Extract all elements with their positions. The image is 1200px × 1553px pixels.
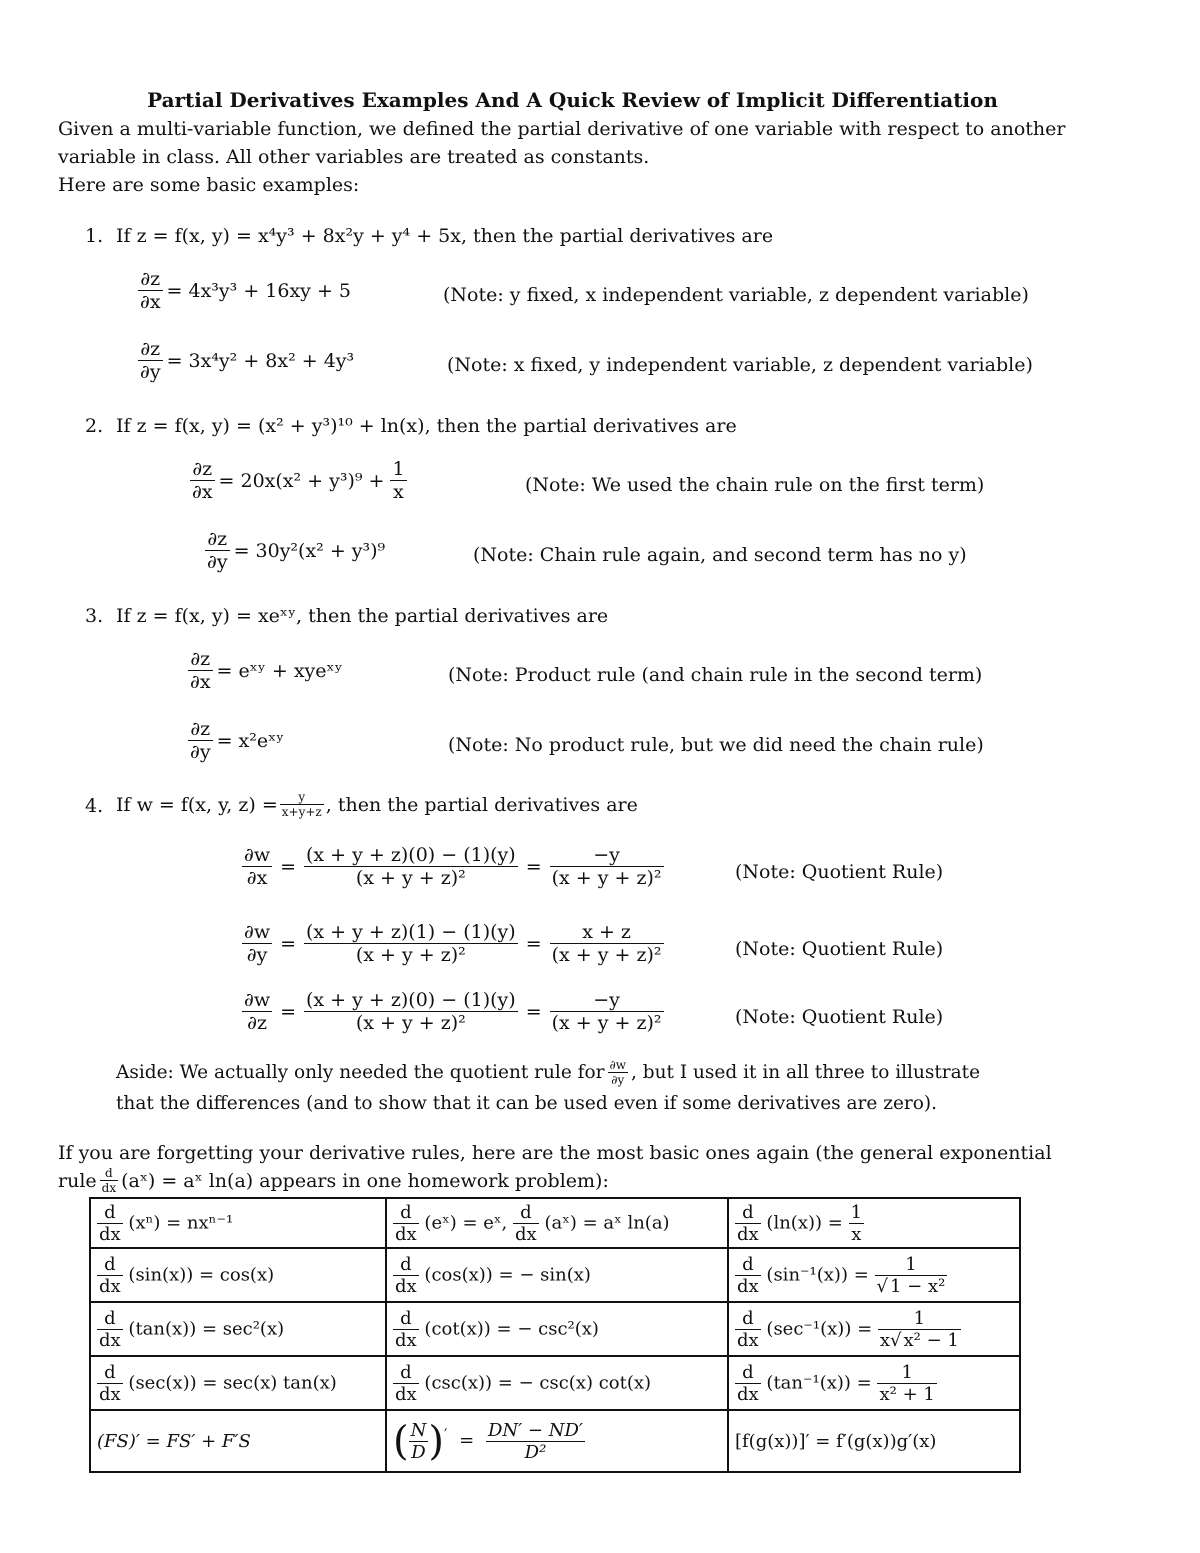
rule-arcsin: $\frac{d}{dx}$ (sin⁻¹(x)) = $\frac{1}{\text{√ 1 − x²}}$ — [728, 1248, 1020, 1302]
page-title: Partial Derivatives Examples And A Quick Review of Implicit Differentiation — [147, 88, 998, 112]
example-3-statement: If z = f(x, y) = xeˣʸ, then the partial derivatives are — [116, 605, 609, 627]
example-1-note-2: (Note: x fixed, y independent variable, z dependent variable) — [447, 354, 1033, 376]
derivative-rules-table — [89, 1197, 1021, 1473]
example-4-number: 4. — [85, 795, 104, 817]
rule-sec: $\frac{d}{dx}$ (sec(x)) = sec(x) tan(x) — [90, 1356, 386, 1410]
table-row — [90, 1410, 1020, 1472]
aside-line-1: Aside: We actually only needed the quotient rule for $\frac{\partial w}{\partial y}$ , but I used it in all three to illustrate — [116, 1058, 981, 1087]
example-4-row-2: $\frac{\partial w}{\partial y}$ = $\frac{(x + y + z)(1) - (1)(y)}{\text{(x + y + z)²}}$ = $\frac{x + z}{\text{(x + y + z)²}}$ — [244, 921, 662, 966]
example-3-number: 3. — [85, 605, 104, 627]
intro-line-3: Here are some basic examples: — [58, 174, 360, 196]
intro-line-1: Given a multi-variable function, we defined the partial derivative of one variable with respect to another — [58, 118, 1066, 140]
rule-arctan: $\frac{d}{dx}$ (tan⁻¹(x)) = $\frac{1}{\text{x² + 1}}$ — [728, 1356, 1020, 1410]
example-2-note-2: (Note: Chain rule again, and second term has no y) — [473, 544, 967, 566]
example-1-number: 1. — [85, 225, 104, 247]
aside-line-2: that the differences (and to show that it can be used even if some derivatives are zero). — [116, 1093, 938, 1114]
example-1-note-1: (Note: y fixed, x independent variable, z dependent variable) — [443, 284, 1029, 306]
example-2-number: 2. — [85, 415, 104, 437]
example-2-eq-2: $\frac{\partial z}{\partial y}$ = 30y²(x² + y³)⁹ — [207, 528, 386, 573]
example-4-row-3: $\frac{\partial w}{\partial z}$ = $\frac{(x + y + z)(0) - (1)(y)}{\text{(x + y + z)²}}$ = $\frac{-y}{\text{(x + y + z)²}}$ — [244, 989, 662, 1034]
table-row — [90, 1302, 1020, 1356]
example-3-note-2: (Note: No product rule, but we did need the chain rule) — [448, 734, 984, 756]
example-4-note-3: (Note: Quotient Rule) — [735, 1006, 944, 1028]
example-4-row-1: $\frac{\partial w}{\partial x}$ = $\frac{(x + y + z)(0) - (1)(y)}{\text{(x + y + z)²}}$ = $\frac{-y}{\text{(x + y + z)²}}$ — [244, 844, 662, 889]
rule-chain: [f(g(x))]′ = f′(g(x))g′(x) — [728, 1410, 1020, 1472]
rule-exponential: $\frac{d}{dx}$ (eˣ) = eˣ, $\frac{d}{dx}$ (aˣ) = aˣ ln(a) — [386, 1198, 728, 1248]
example-3-eq-1: $\frac{\partial z}{\partial x}$ = eˣʸ + xyeˣʸ — [190, 648, 343, 693]
rule-arcsec: $\frac{d}{dx}$ (sec⁻¹(x)) = $\frac{1}{\text{x√ x² − 1}}$ — [728, 1302, 1020, 1356]
example-4-note-1: (Note: Quotient Rule) — [735, 861, 944, 883]
example-4-statement: If w = f(x, y, z) = $\frac{y}{x+y+z}$ , then the partial derivatives are — [116, 790, 638, 819]
example-1-statement: If z = f(x, y) = x⁴y³ + 8x²y + y⁴ + 5x, then the partial derivatives are — [116, 225, 774, 247]
rule-sin: $\frac{d}{dx}$ (sin(x)) = cos(x) — [90, 1248, 386, 1302]
rule-cot: $\frac{d}{dx}$ (cot(x)) = − csc²(x) — [386, 1302, 728, 1356]
rule-cos: $\frac{d}{dx}$ (cos(x)) = − sin(x) — [386, 1248, 728, 1302]
example-3-note-1: (Note: Product rule (and chain rule in the second term) — [448, 664, 983, 686]
example-4-note-2: (Note: Quotient Rule) — [735, 938, 944, 960]
rule-quotient: ( $\frac{N}{D}$ )′ = $\frac{DN' - ND'}{\text{D²}}$ — [386, 1410, 728, 1472]
example-3-eq-2: $\frac{\partial z}{\partial y}$ = x²eˣʸ — [190, 718, 285, 763]
example-2-eq-1: $\frac{\partial z}{\partial x}$ = 20x(x² + y³)⁹ + $\frac{1}{x}$ — [192, 458, 405, 503]
example-1-eq-1: $\frac{\partial z}{\partial x}$ = 4x³y³ + 16xy + 5 — [140, 268, 351, 313]
rule-product: (FS)′ = FS′ + F′S — [90, 1410, 386, 1472]
example-2-note-1: (Note: We used the chain rule on the first term) — [525, 474, 985, 496]
closing-line-2: rule $\frac{d}{dx}$ (aˣ) = aˣ ln(a) appears in one homework problem): — [58, 1166, 609, 1195]
rule-tan: $\frac{d}{dx}$ (tan(x)) = sec²(x) — [90, 1302, 386, 1356]
table-row — [90, 1356, 1020, 1410]
rule-log: $\frac{d}{dx}$ (ln(x)) = $\frac{1}{x}$ — [728, 1198, 1020, 1248]
table-row — [90, 1198, 1020, 1248]
intro-line-2: variable in class. All other variables are treated as constants. — [58, 146, 650, 168]
rule-power: $\frac{d}{dx}$ (xⁿ) = nxⁿ⁻¹ — [90, 1198, 386, 1248]
closing-line-1: If you are forgetting your derivative rules, here are the most basic ones again (the general exponential — [58, 1142, 1052, 1164]
table-row — [90, 1248, 1020, 1302]
example-2-statement: If z = f(x, y) = (x² + y³)¹⁰ + ln(x), then the partial derivatives are — [116, 415, 737, 437]
example-1-eq-2: $\frac{\partial z}{\partial y}$ = 3x⁴y² + 8x² + 4y³ — [140, 338, 355, 383]
rule-csc: $\frac{d}{dx}$ (csc(x)) = − csc(x) cot(x) — [386, 1356, 728, 1410]
